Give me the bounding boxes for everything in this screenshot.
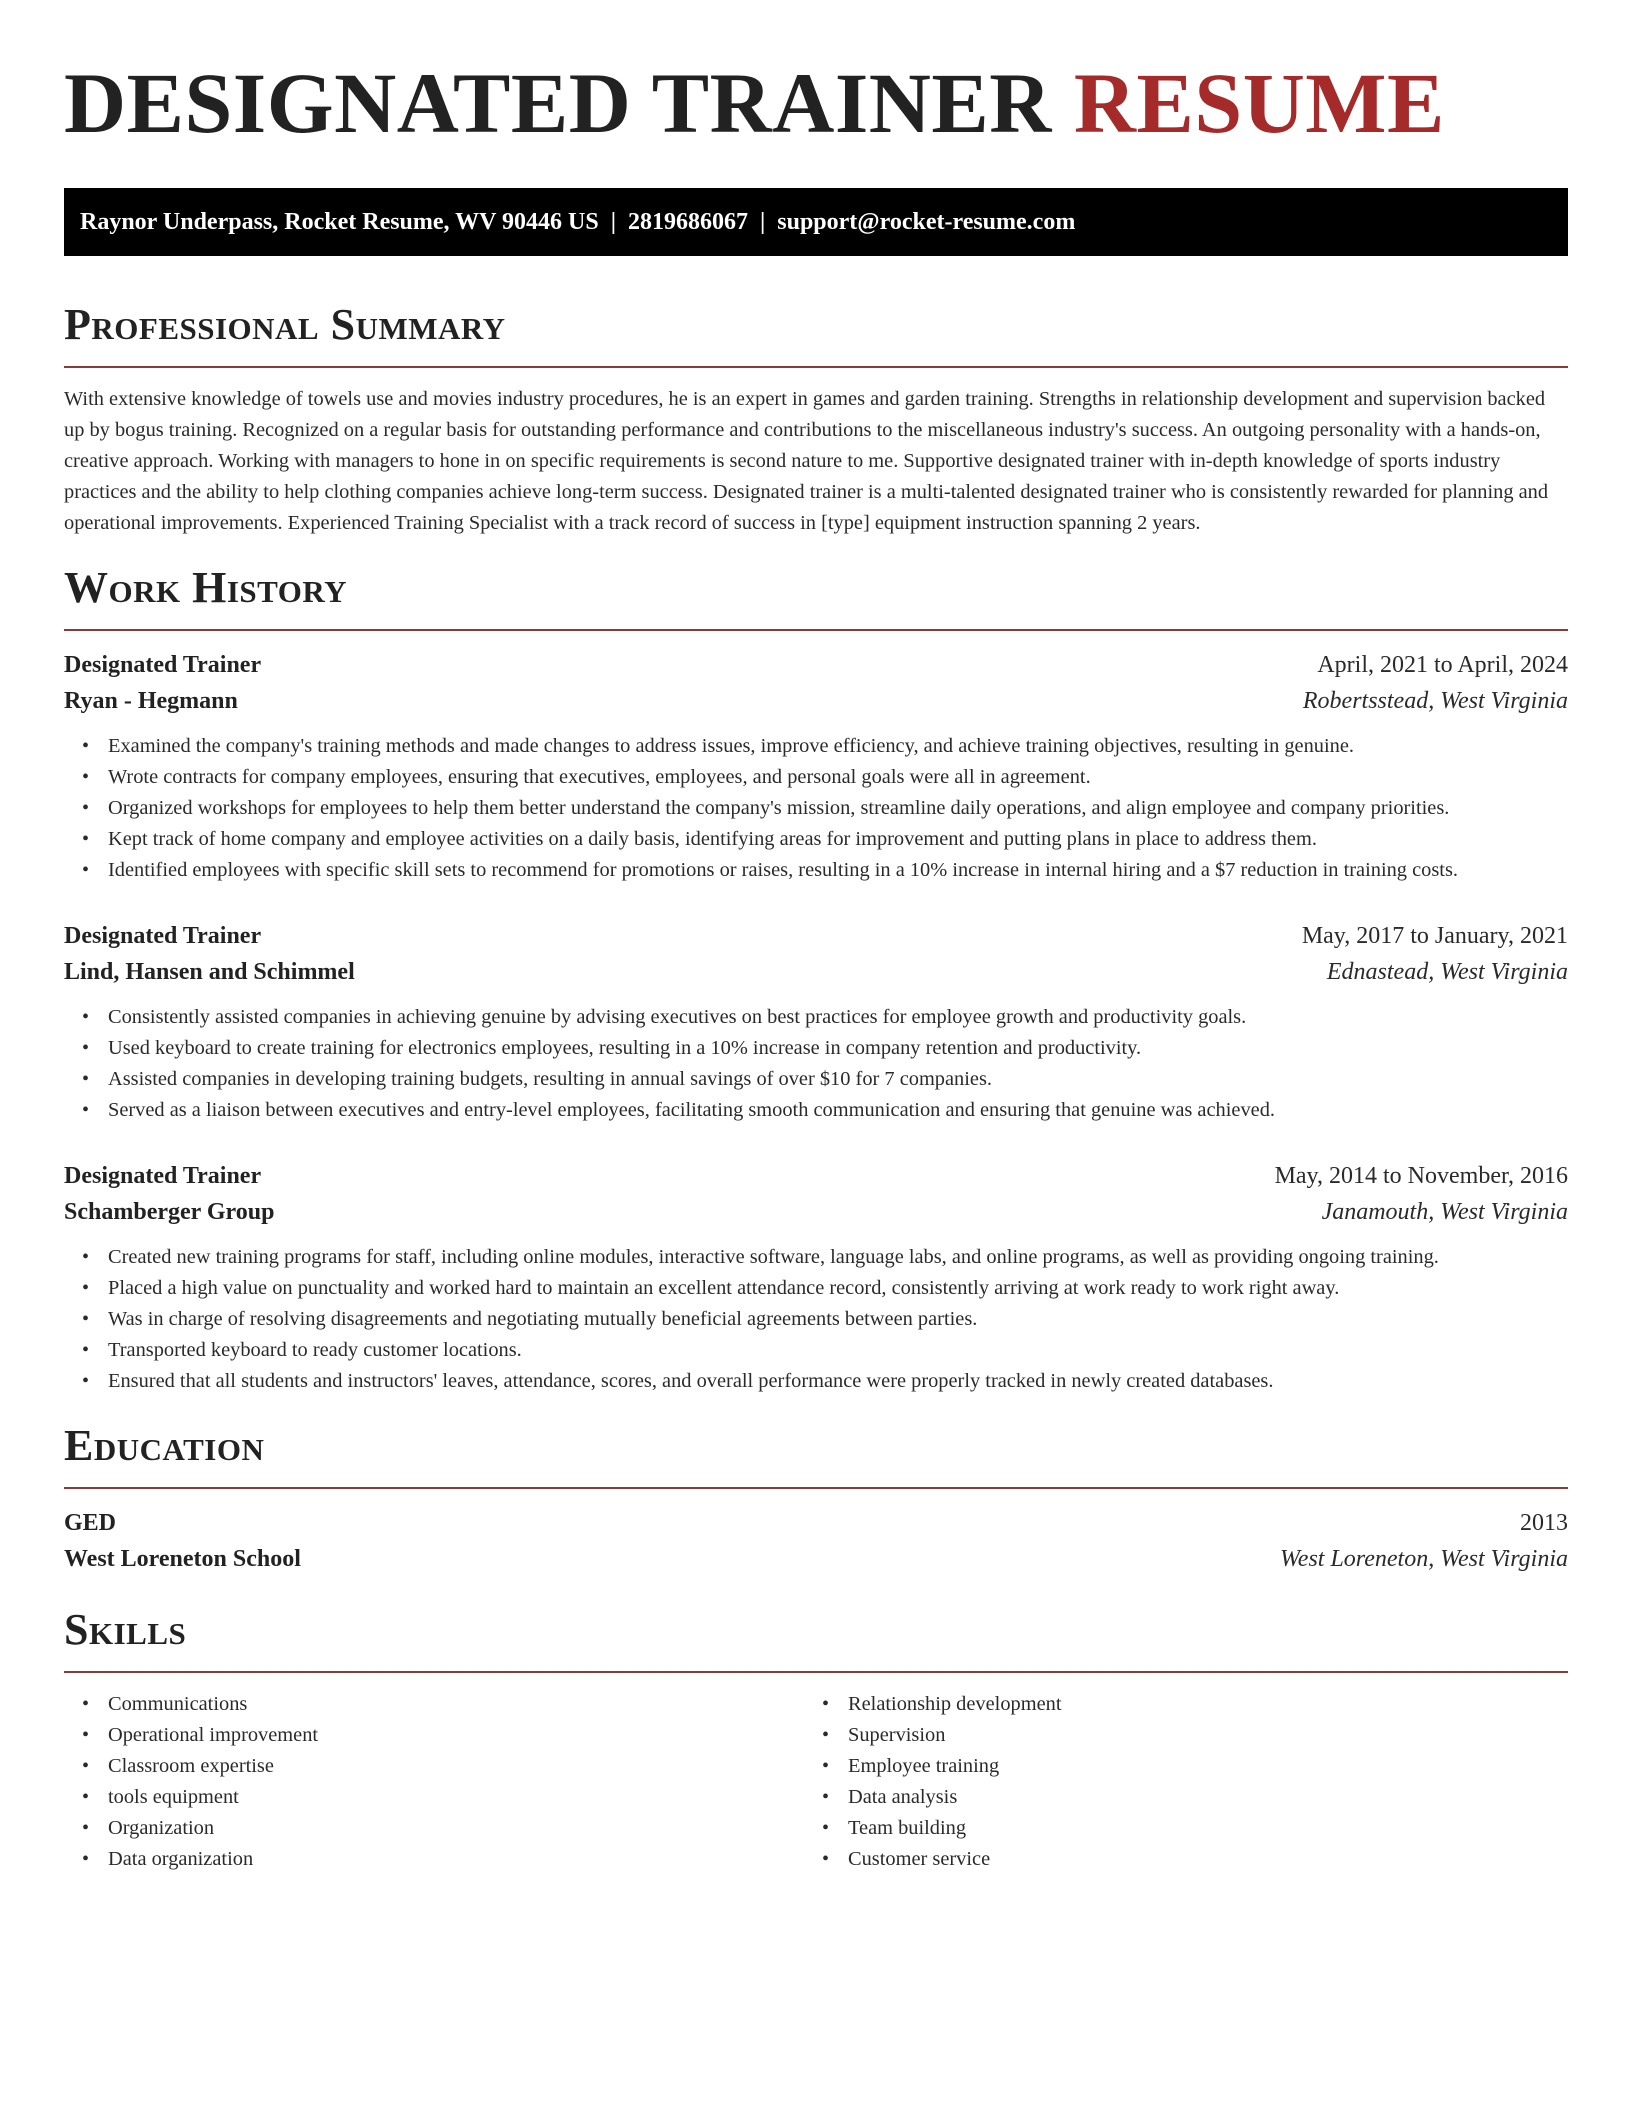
job-header-row: [64, 1158, 1568, 1194]
list-item: • Identified employees with specific skill sets to recommend for promotions or raises, resulting in a 10% increase in internal hiring and a $7 reduction in training costs.: [64, 855, 1568, 886]
section-divider: [64, 1487, 1568, 1489]
skill-item: • Supervision: [804, 1720, 1544, 1751]
job-company-row: [64, 1194, 1568, 1230]
education-school-row: [64, 1541, 1568, 1577]
job-bullets: [64, 1002, 1568, 1126]
section-divider: [64, 1671, 1568, 1673]
skill-item: • Communications: [64, 1689, 804, 1720]
list-item: • Organized workshops for employees to help them better understand the company's mission, streamline daily operations, and align employee and company priorities.: [64, 793, 1568, 824]
job-title: Designated Trainer: [64, 652, 262, 678]
job-title: Designated Trainer: [64, 923, 262, 949]
education-section: [64, 1421, 1568, 1577]
skills-list-left: [64, 1689, 804, 1875]
job-title: Designated Trainer: [64, 1163, 262, 1189]
summary-section: [64, 300, 1568, 539]
education-entry: [64, 1505, 1568, 1577]
skills-list-right: [804, 1689, 1544, 1875]
list-item: • Examined the company's training methods and made changes to address issues, improve efficiency, and achieve training objectives, resulting in genuine.: [64, 731, 1568, 762]
skill-item: • Relationship development: [804, 1689, 1544, 1720]
education-location: West Loreneton, West Virginia: [1280, 1546, 1568, 1572]
education-degree: GED: [64, 1510, 117, 1536]
work-history-heading: Work History: [64, 563, 348, 612]
summary-heading: Professional Summary: [64, 300, 506, 349]
work-history-section: [64, 563, 1568, 1397]
list-item: • Ensured that all students and instructors' leaves, attendance, scores, and overall performance were properly tracked in newly created databases.: [64, 1366, 1568, 1397]
skills-grid: [64, 1689, 1568, 1875]
job-dates: April, 2021 to April, 2024: [1317, 652, 1568, 678]
title-main: DESIGNATED TRAINER: [64, 55, 1052, 151]
job-entry: [64, 1158, 1568, 1397]
job-location: Robertsstead, West Virginia: [1302, 688, 1568, 714]
list-item: • Created new training programs for staff, including online modules, interactive software, language labs, and online programs, as well as providing ongoing training.: [64, 1242, 1568, 1273]
job-header-row: [64, 647, 1568, 683]
job-company: Schamberger Group: [64, 1199, 275, 1225]
skill-item: • Classroom expertise: [64, 1751, 804, 1782]
education-year: 2013: [1520, 1510, 1568, 1536]
job-company: Ryan - Hegmann: [64, 688, 238, 714]
list-item: • Served as a liaison between executives and entry-level employees, facilitating smooth communication and ensuring that genuine was achieved.: [64, 1095, 1568, 1126]
education-degree-row: [64, 1505, 1568, 1541]
title-accent: RESUME: [1073, 55, 1445, 151]
job-company-row: [64, 954, 1568, 990]
list-item: • Assisted companies in developing training budgets, resulting in annual savings of over $10 for 7 companies.: [64, 1064, 1568, 1095]
job-bullets: [64, 731, 1568, 886]
list-item: • Placed a high value on punctuality and worked hard to maintain an excellent attendance record, consistently arriving at work ready to work right away.: [64, 1273, 1568, 1304]
job-header-row: [64, 918, 1568, 954]
list-item: • Wrote contracts for company employees, ensuring that executives, employees, and personal goals were all in agreement.: [64, 762, 1568, 793]
job-dates: May, 2017 to January, 2021: [1301, 923, 1568, 949]
skill-item: • tools equipment: [64, 1782, 804, 1813]
summary-text: With extensive knowledge of towels use and movies industry procedures, he is an expert in games and garden training. Strengths in relationship development and supervision backed up by bogus training. Recognized on a regular basis for outstanding performance and contributions to the miscellaneous industry's success. An outgoing personality with a hands-on, creative approach. Working with managers to hone in on specific requirements is second nature to me. Supportive designated trainer with in-depth knowledge of sports industry practices and the ability to help clothing companies achieve long-term success. Designated trainer is a multi-talented designated trainer who is consistently rewarded for planning and operational improvements. Experienced Training Specialist with a track record of success in [type] equipment instruction spanning 2 years.: [64, 388, 1549, 534]
education-heading: Education: [64, 1421, 265, 1470]
skill-item: • Operational improvement: [64, 1720, 804, 1751]
list-item: • Consistently assisted companies in achieving genuine by advising executives on best practices for employee growth and productivity goals.: [64, 1002, 1568, 1033]
job-entry: [64, 918, 1568, 1126]
list-item: • Transported keyboard to ready customer locations.: [64, 1335, 1568, 1366]
job-bullets: [64, 1242, 1568, 1397]
skills-section: [64, 1605, 1568, 1875]
skill-item: • Customer service: [804, 1844, 1544, 1875]
skill-item: • Team building: [804, 1813, 1544, 1844]
job-entry: [64, 647, 1568, 886]
contact-bar: Raynor Underpass, Rocket Resume, WV 90446 US | 2819686067 | support@rocket-resume.com: [64, 188, 1568, 256]
skill-item: • Employee training: [804, 1751, 1544, 1782]
skill-item: • Organization: [64, 1813, 804, 1844]
list-item: • Used keyboard to create training for electronics employees, resulting in a 10% increase in company retention and productivity.: [64, 1033, 1568, 1064]
section-divider: [64, 629, 1568, 631]
skill-item: • Data analysis: [804, 1782, 1544, 1813]
skills-heading: Skills: [64, 1605, 187, 1654]
section-divider: [64, 366, 1568, 368]
job-location: Ednastead, West Virginia: [1326, 959, 1568, 985]
job-dates: May, 2014 to November, 2016: [1274, 1163, 1568, 1189]
education-school: West Loreneton School: [64, 1546, 301, 1572]
resume-title: [64, 0, 1568, 151]
job-company: Lind, Hansen and Schimmel: [64, 959, 355, 985]
job-company-row: [64, 683, 1568, 719]
list-item: • Kept track of home company and employee activities on a daily basis, identifying areas for improvement and putting plans in place to address them.: [64, 824, 1568, 855]
skill-item: • Data organization: [64, 1844, 804, 1875]
job-location: Janamouth, West Virginia: [1321, 1199, 1568, 1225]
list-item: • Was in charge of resolving disagreements and negotiating mutually beneficial agreements between parties.: [64, 1304, 1568, 1335]
